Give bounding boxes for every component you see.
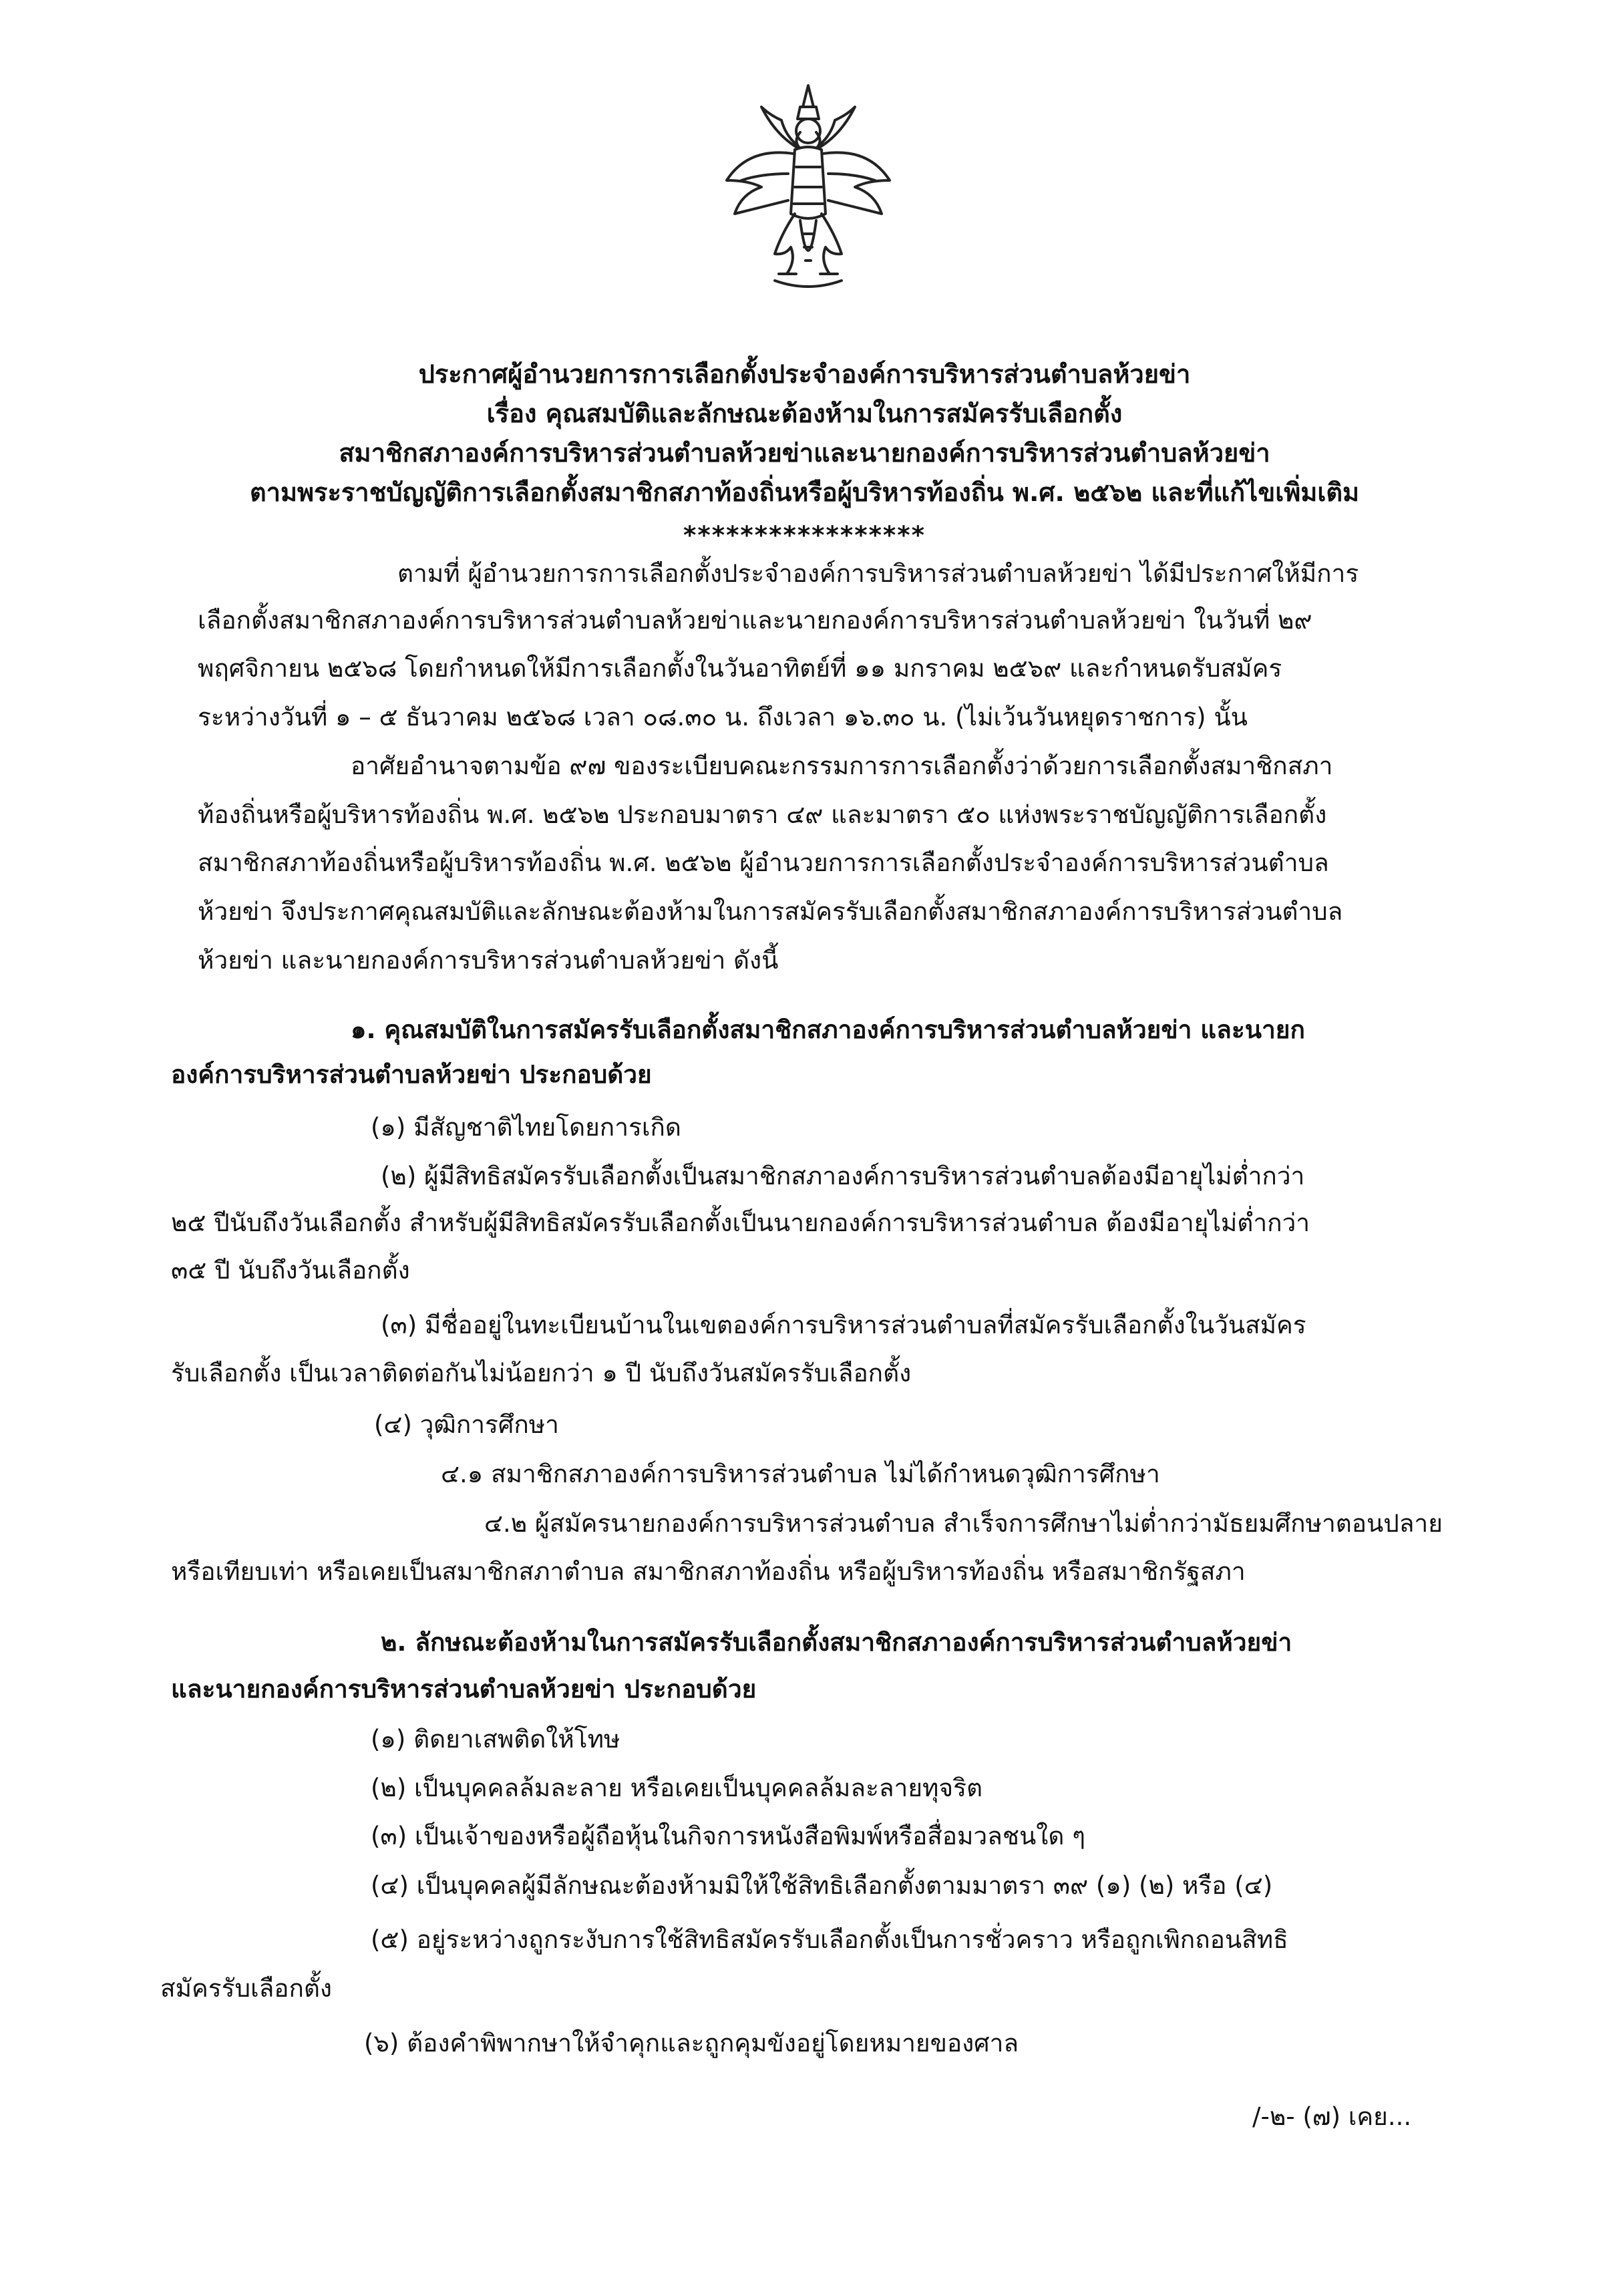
intro-p2-line-2: ท้องถิ่นหรือผู้บริหารท้องถิ่น พ.ศ. ๒๕๖๒ ประกอบมาตรา ๔๙ และมาตรา ๕๐ แห่งพระราชบัญญัติการเลือกตั้ง xyxy=(198,800,1327,829)
section1-item-3-line-1: (๓) มีชื่ออยู่ในทะเบียนบ้านในเขตองค์การบริหารส่วนตำบลที่สมัครรับเลือกตั้งในวันสมัคร xyxy=(381,1311,1306,1339)
section1-item-4: (๔) วุฒิการศึกษา xyxy=(374,1410,559,1439)
section1-item-3-line-2: รับเลือกตั้ง เป็นเวลาติดต่อกันไม่น้อยกว่า ๑ ปี นับถึงวันสมัครรับเลือกตั้ง xyxy=(171,1359,912,1387)
section2-heading-line-1: ๒. ลักษณะต้องห้ามในการสมัครรับเลือกตั้งสมาชิกสภาองค์การบริหารส่วนตำบลห้วยข่า xyxy=(381,1628,1292,1657)
section1-heading-line-2: องค์การบริหารส่วนตำบลห้วยข่า ประกอบด้วย xyxy=(171,1060,652,1089)
section2-item-6: (๖) ต้องคำพิพากษาให้จำคุกและถูกคุมขังอยู่โดยหมายของศาล xyxy=(364,2029,1019,2058)
intro-p2-line-3: สมาชิกสภาท้องถิ่นหรือผู้บริหารท้องถิ่น พ.ศ. ๒๕๖๒ ผู้อำนวยการการเลือกตั้งประจำองค์การบริหารส่วนตำบล xyxy=(198,848,1329,877)
section1-item-2-line-2: ๒๕ ปีนับถึงวันเลือกตั้ง สำหรับผู้มีสิทธิสมัครรับเลือกตั้งเป็นนายกองค์การบริหารส่วนตำบล ต้องมีอายุไม่ต่ำกว่า xyxy=(171,1208,1310,1237)
header-separator: ***************** xyxy=(683,521,926,550)
section1-heading-line-1: ๑. คุณสมบัติในการสมัครรับเลือกตั้งสมาชิกสภาองค์การบริหารส่วนตำบลห้วยข่า และนายก xyxy=(351,1015,1305,1044)
intro-p1-line-1: ตามที่ ผู้อำนวยการการเลือกตั้งประจำองค์การบริหารส่วนตำบลห้วยข่า ได้มีประกาศให้มีการ xyxy=(397,559,1359,588)
intro-p1-line-2: เลือกตั้งสมาชิกสภาองค์การบริหารส่วนตำบลห้วยข่าและนายกองค์การบริหารส่วนตำบลห้วยข่า ในวันที่ ๒๙ xyxy=(198,606,1312,635)
intro-p2-line-5: ห้วยข่า และนายกองค์การบริหารส่วนตำบลห้วยข่า ดังนี้ xyxy=(198,946,779,975)
section2-heading-line-2: และนายกองค์การบริหารส่วนตำบลห้วยข่า ประกอบด้วย xyxy=(171,1675,757,1703)
header-line-3: สมาชิกสภาองค์การบริหารส่วนตำบลห้วยข่าและนายกองค์การบริหารส่วนตำบลห้วยข่า xyxy=(339,438,1270,468)
intro-p1-line-3: พฤศจิกายน ๒๕๖๘ โดยกำหนดให้มีการเลือกตั้งในวันอาทิตย์ที่ ๑๑ มกราคม ๒๕๖๙ และกำหนดรับสมัคร xyxy=(198,654,1282,683)
section2-item-1: (๑) ติดยาเสพติดให้โทษ xyxy=(371,1725,620,1754)
section2-item-3: (๓) เป็นเจ้าของหรือผู้ถือหุ้นในกิจการหนังสือพิมพ์หรือสื่อมวลชนใด ๆ xyxy=(371,1822,1085,1850)
intro-p2-line-4: ห้วยข่า จึงประกาศคุณสมบัติและลักษณะต้องห้ามในการสมัครรับเลือกตั้งสมาชิกสภาองค์การบริหารส่วนตำบล xyxy=(198,897,1343,926)
header-line-1: ประกาศผู้อำนวยการการเลือกตั้งประจำองค์การบริหารส่วนตำบลห้วยข่า xyxy=(418,359,1191,389)
page-continuation: /-๒- (๗) เคย... xyxy=(1252,2102,1412,2131)
section1-item-1: (๑) มีสัญชาติไทยโดยการเกิด xyxy=(371,1113,681,1142)
section1-item-4-2-line-2: หรือเทียบเท่า หรือเคยเป็นสมาชิกสภาตำบล สมาชิกสภาท้องถิ่น หรือผู้บริหารท้องถิ่น หรือสมาชิกรัฐสภา xyxy=(171,1557,1246,1586)
section2-item-4: (๔) เป็นบุคคลผู้มีลักษณะต้องห้ามมิให้ใช้สิทธิเลือกตั้งตามมาตรา ๓๙ (๑) (๒) หรือ (๔) xyxy=(371,1871,1273,1900)
section1-item-2-line-1: (๒) ผู้มีสิทธิสมัครรับเลือกตั้งเป็นสมาชิกสภาองค์การบริหารส่วนตำบลต้องมีอายุไม่ต่ำกว่า xyxy=(381,1162,1305,1190)
section1-item-4-2-line-1: ๔.๒ ผู้สมัครนายกองค์การบริหารส่วนตำบล สำเร็จการศึกษาไม่ต่ำกว่ามัธยมศึกษาตอนปลาย xyxy=(484,1509,1443,1538)
header-subject: เรื่อง คุณสมบัติและลักษณะต้องห้ามในการสมัครรับเลือกตั้ง xyxy=(486,399,1123,428)
section1-item-4-1: ๔.๑ สมาชิกสภาองค์การบริหารส่วนตำบล ไม่ได้กำหนดวุฒิการศึกษา xyxy=(441,1460,1160,1488)
intro-p1-line-4: ระหว่างวันที่ ๑ – ๕ ธันวาคม ๒๕๖๘ เวลา ๐๘.๓๐ น. ถึงเวลา ๑๖.๓๐ น. (ไม่เว้นวันหยุดราชการ) นั้น xyxy=(198,703,1248,731)
garuda-emblem-icon xyxy=(721,80,895,294)
header-line-4: ตามพระราชบัญญัติการเลือกตั้งสมาชิกสภาท้องถิ่นหรือผู้บริหารท้องถิ่น พ.ศ. ๒๕๖๒ และที่แก้ไขเพิ่มเติม xyxy=(249,478,1360,507)
section1-item-2-line-3: ๓๕ ปี นับถึงวันเลือกตั้ง xyxy=(171,1256,410,1285)
section2-item-2: (๒) เป็นบุคคลล้มละลาย หรือเคยเป็นบุคคลล้มละลายทุจริต xyxy=(371,1774,982,1802)
section2-item-5-line-2: สมัครรับเลือกตั้ง xyxy=(160,1974,332,2003)
section2-item-5-line-1: (๕) อยู่ระหว่างถูกระงับการใช้สิทธิสมัครรับเลือกตั้งเป็นการชั่วคราว หรือถูกเพิกถอนสิทธิ xyxy=(371,1925,1288,1954)
intro-p2-line-1: อาศัยอำนาจตามข้อ ๙๗ ของระเบียบคณะกรรมการการเลือกตั้งว่าด้วยการเลือกตั้งสมาชิกสภา xyxy=(351,752,1333,780)
